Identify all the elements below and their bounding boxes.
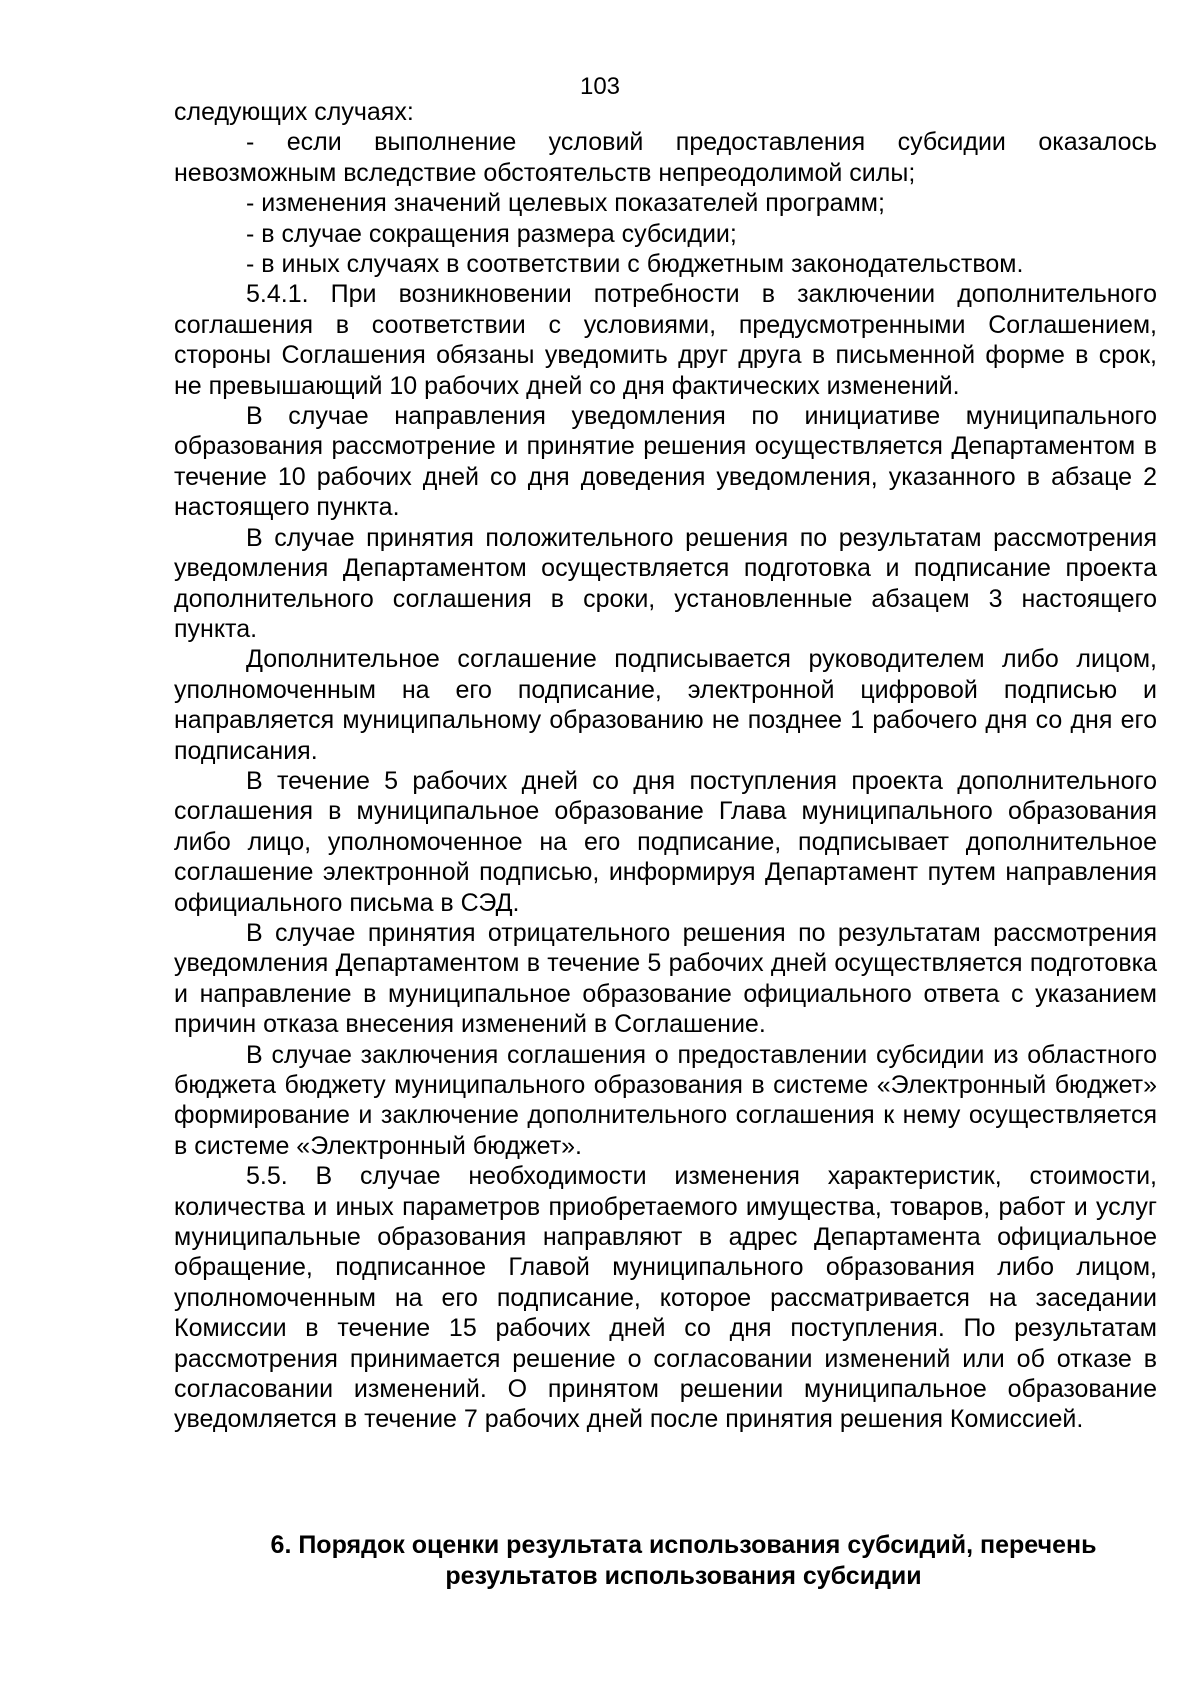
paragraph-five-days: В течение 5 рабочих дней со дня поступления проекта дополнительного соглашения в муниципальное образование Глава муниципального образования либо лицо, уполномоченное на его подписание, подписывает дополнительное соглашение электронной подписью, информируя Департамент путем направления официального письма в СЭД. xyxy=(174,766,1157,917)
paragraph-electronic-budget: В случае заключения соглашения о предоставлении субсидии из областного бюджета бюджету муниципального образования в системе «Электронный бюджет» формирование и заключение дополнительного соглашения к нему осуществляется в системе «Электронный бюджет». xyxy=(174,1040,1157,1160)
list-item-other-cases: - в иных случаях в соответствии с бюджетным законодательством. xyxy=(246,250,1024,279)
paragraph-notification: В случае направления уведомления по инициативе муниципального образования рассмотрение и принятие решения осуществляется Департаментом в течение 10 рабочих дней со дня доведения уведомления, указанного в абзаце 2 настоящего пункта. xyxy=(174,402,1157,522)
list-item-force-majeure: - если выполнение условий предоставления субсидии оказалось невозможным вследствие обстоятельств непреодолимой силы; xyxy=(174,128,1157,187)
paragraph-negative-decision: В случае принятия отрицательного решения по результатам рассмотрения уведомления Департаментом в течение 5 рабочих дней осуществляется подготовка и направление в муниципальное образование официального ответа с указанием причин отказа внесения изменений в Соглашение. xyxy=(174,918,1157,1039)
section-heading-line-1: 6. Порядок оценки результата использования субсидий, перечень xyxy=(270,1531,1097,1559)
paragraph-positive-decision: В случае принятия положительного решения по результатам рассмотрения уведомления Департаментом осуществляется подготовка и подписание проекта дополнительного соглашения в сроки, установленные абзацем 3 настоящего пункта. xyxy=(174,523,1157,643)
paragraph-intro: следующих случаях: xyxy=(174,98,414,126)
page-number-text: 103 xyxy=(579,73,621,100)
list-item-target-indicators: - изменения значений целевых показателей программ; xyxy=(246,189,885,218)
paragraph-signing: Дополнительное соглашение подписывается руководителем либо лицом, уполномоченным на его подписание, электронной цифровой подписью и направляется муниципальному образованию не позднее 1 рабочего дня со дня его подписания. xyxy=(174,645,1157,765)
section-heading xyxy=(174,1530,1157,1592)
paragraph-5-5: 5.5. В случае необходимости изменения характеристик, стоимости, количества и иных параметров приобретаемого имущества, товаров, работ и услуг муниципальные образования направляют в адрес Департамента официальное обращение, подписанное Главой муниципального образования либо лицом, уполномоченным на его подписание, которое рассматривается на заседании Комиссии в течение 15 рабочих дней со дня поступления. По результатам рассмотрения принимается решение о согласовании изменений или об отказе в согласовании изменений. О принятом решении муниципальное образование уведомляется в течение 7 рабочих дней после принятия решения Комиссией. xyxy=(174,1162,1157,1434)
list-item-subsidy-reduction: - в случае сокращения размера субсидии; xyxy=(246,219,737,248)
section-heading-line-2: результатов использования субсидии xyxy=(445,1562,922,1590)
body-text xyxy=(174,97,1157,1435)
paragraph-5-4-1: 5.4.1. При возникновении потребности в заключении дополнительного соглашения в соответствии с условиями, предусмотренными Соглашением, стороны Соглашения обязаны уведомить друг друга в письменной форме в срок, не превышающий 10 рабочих дней со дня фактических изменений. xyxy=(174,280,1157,400)
